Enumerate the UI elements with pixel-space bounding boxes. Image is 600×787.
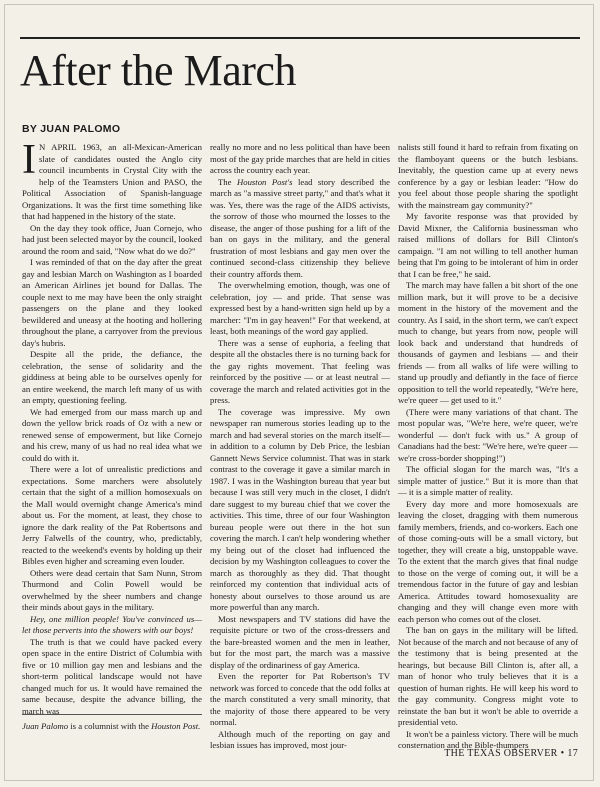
paragraph: There were a lot of unrealistic predictions and expectations. Some marchers were absolutely certain that the sight of a million homosexuals on the Mall would overnight change America's mind about us. For the moment, at least, they chose to ignore the dark reality of the Pat Robertsons and Jerry Falwells of the country, who, predictably, reacted to the weekend's events by holding up their Bibles even higher and screaming even louder. bbox=[22, 464, 202, 566]
paragraph-text: N APRIL 1963, an all-Mexican-American slate of candidates ousted the Anglo city council incumbents in Crystal City with the help of the Teamsters Union and PASO, the Political Association of Spanish-language Organizations. It was the first time something like that had happened in the history of the state. bbox=[22, 142, 202, 221]
drop-cap: I bbox=[22, 137, 36, 183]
paragraph bbox=[210, 177, 390, 281]
column-3 bbox=[398, 142, 578, 750]
paragraph: The ban on gays in the military will be lifted. Not because of the march and not because of any of the testimony that is being presented at the hearings, but because Bill Clinton is, after all, a man of honor who truly believes that it is a question of human rights. He will keep his word to the gay community. Congress might vote to reinstate the ban but it won't be able to override a presidential veto. bbox=[398, 625, 578, 727]
paragraph: Every day more and more homosexuals are leaving the closet, dragging with them numerous family members, friends, and co-workers. Each one of those coming-outs will be a small victory, but together, they will create a big, unstoppable wave. To the extent that the march gives that final nudge to those on the verge of coming out, it will be a tremendous factor in the future of gay and lesbian America. Attitudes toward homosexuality are changing and they will change even more with each person who comes out of the closet. bbox=[398, 498, 578, 624]
paragraph: The overwhelming emotion, though, was one of celebration, joy — and pride. That sense was expressed best by a hand-written sign held up by a marcher: "I'm in gay heaven!" For that weekend, at least, both meanings of the word gay applied. bbox=[210, 280, 390, 336]
paragraph-text: The bbox=[218, 176, 237, 187]
paragraph: We had emerged from our mass march up and down the yellow brick roads of Oz with a new or renewed sense of empowerment, but like Cornejo and his crew, many of us had no real idea what we could do with it. bbox=[22, 406, 202, 463]
paragraph: really no more and no less political than have been most of the gay pride marches that are held in cities across the country each year. bbox=[210, 142, 390, 175]
paragraph: My favorite response was that provided by David Mixner, the California businessman who raised millions of dollars for Bill Clinton's campaign. "I am not willing to tell another human being that I'm going to be intolerant of him in order that I can be free," he said. bbox=[398, 211, 578, 279]
paragraph: Others were dead certain that Sam Nunn, Strom Thurmond and Colin Powell would be overwhelmed by the sheer numbers and change their minds about gays in the military. bbox=[22, 567, 202, 612]
paragraph: The official slogan for the march was, "It's a simple matter of justice." But it is more than that — it is a simple matter of reality. bbox=[398, 464, 578, 497]
bio-role: is a columnist with the bbox=[68, 721, 152, 731]
paragraph: It won't be a painless victory. There will be much consternation and the Bible-thumpers bbox=[398, 728, 578, 750]
paragraph: Although much of the reporting on gay and lesbian issues has improved, most jour- bbox=[210, 728, 390, 750]
paragraph: Even the reporter for Pat Robertson's TV network was forced to concede that the odd folks at the march constituted a very small minority, that the majority of those there appeared to be very normal. bbox=[210, 671, 390, 727]
top-rule bbox=[20, 37, 580, 39]
paragraph: The truth is that we could have packed every open space in the entire District of Columbia with five or 10 million gay men and lesbians and the short-term political landscape would not have changed much for us. It would have remained the same because, despite the advance billing, the march was bbox=[22, 636, 202, 716]
paragraph: I was reminded of that on the day after the great gay and lesbian March on Washington as I boarded an American Airlines jet bound for Dallas. The couple next to me may have been the only straight passengers on the plane and they looked bewildered and uneasy at the hooting and hollering throughout the plane, a carryover from the previous day's hubris. bbox=[22, 257, 202, 348]
paragraph: nalists still found it hard to refrain from fixating on the flamboyant queens or the butch lesbians. Inevitably, the question came up at every news conference by a gay or lesbian leader: "How do you feel about those people sharing the spotlight with the mainstream gay community?" bbox=[398, 142, 578, 210]
footer-separator: • bbox=[560, 748, 565, 759]
page-footer bbox=[444, 748, 578, 759]
paragraph: Despite all the pride, the defiance, the celebration, the sense of solidarity and the giddiness at being able to be ourselves openly for an entire weekend, the march left many of us with an empty, questioning feeling. bbox=[22, 349, 202, 405]
column-1 bbox=[22, 137, 202, 740]
author-bio bbox=[22, 714, 202, 733]
paragraph: The coverage was impressive. My own newspaper ran numerous stories leading up to the march and had several stories on the march itself— in addition to a column by Deb Price, the lesbian Gannett News Service columnist. That was in stark contrast to the coverage it gave a similar march in 1987. I was in the Washington bureau that year but because I was still very much in the closet, I didn't dare suggest to my bureau chief that we cover the activities. This time, three of our four Washington bureau people were out there in the hot sun covering the march. I can't help wondering whether my being out of the closet had influenced the decision by my Washington colleagues to cover the march as thoroughly as they did. That thought reinforced my contention that individual acts of honesty about ourselves to those around us are more powerful than any march. bbox=[210, 406, 390, 612]
column-2 bbox=[210, 142, 390, 750]
paragraph-text: lead story described the march as "a massive street party," and that's what it was. Yes, there was the rage of the AIDS activists, the sorrow of those who mourned the losses to the disease, the anger of those pushing for a lift of the ban on gays in the military, and the general frustration of most lesbians and gay men over the continued second-class citizenship they believe their country affords them. bbox=[210, 176, 390, 279]
bio-paper: Houston Post. bbox=[151, 721, 201, 731]
paragraph: Hey, one million people! You've convinced us— let those perverts into the showers with our boys! bbox=[22, 613, 202, 635]
byline: BY JUAN PALOMO bbox=[22, 123, 121, 135]
paragraph: Most newspapers and TV stations did have the requisite picture or two of the cross-dressers and the bare-breasted women and the men in leather, but for the most part, the march was a massive display of the ordinariness of gay America. bbox=[210, 613, 390, 670]
bio-name: Juan Palomo bbox=[22, 721, 69, 731]
newspaper-name: Houston Post's bbox=[236, 176, 293, 187]
paragraph: (There were many variations of that chant. The most popular was, "We're here, we're queer, we're wonderful — don't fuck with us." A group of Canadians had the best: "We're here, we're queer — we're cross-border shopping!") bbox=[398, 406, 578, 463]
paragraph bbox=[22, 137, 202, 223]
paragraph: There was a sense of euphoria, a feeling that despite all the obstacles there is no turning back for the gay rights movement. That feeling was reinforced by the positive — or at least neutral — coverage the march and related activities got in the press. bbox=[210, 337, 390, 405]
paragraph: On the day they took office, Juan Cornejo, who had just been selected mayor by the council, looked around the room and said, "Now what do we do?" bbox=[22, 222, 202, 256]
paragraph: The march may have fallen a bit short of the one million mark, but it will prove to be a decisive moment in the history of the movement and the country. As I said, in the short term, we can't expect much to change, but years from now, people will look back and understand that hundreds of thousands of gaymen and lesbians — and their friends — from all walks of life were willing to stand up proudly and defiantly in the face of fierce opposition to tell the world repeatedly, "We're here, we're queer — get used to it." bbox=[398, 280, 578, 405]
page-number: 17 bbox=[567, 748, 578, 759]
article-title: After the March bbox=[20, 46, 296, 95]
publication-name: THE TEXAS OBSERVER bbox=[444, 748, 558, 759]
